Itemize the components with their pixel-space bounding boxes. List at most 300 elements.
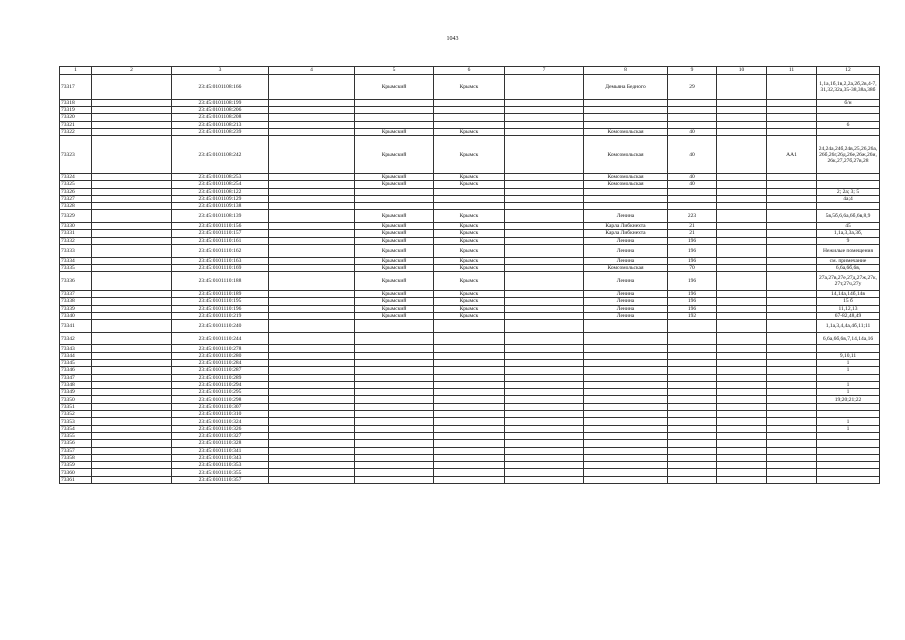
table-cell-col-2: [92, 257, 172, 264]
table-row: [60, 440, 880, 447]
table-cell-col-11: [767, 244, 817, 257]
table-cell-col-5: Крымский: [355, 244, 434, 257]
table-cell-col-11: [767, 312, 817, 319]
table-cell-col-3: 23:45:0101108:166: [172, 74, 269, 99]
column-header-9: 9: [668, 67, 717, 75]
table-cell-col-1: 73359: [60, 462, 92, 469]
table-cell-col-1: 73323: [60, 136, 92, 174]
table-cell-col-11: [767, 230, 817, 237]
table-cell-col-8: Карла Либкнехта: [584, 223, 668, 230]
table-cell-col-11: [767, 272, 817, 291]
table-cell-col-2: [92, 381, 172, 388]
table-cell-col-3: 23:45:0101109:129: [172, 195, 269, 202]
table-row: [60, 188, 880, 195]
table-row: [60, 264, 880, 271]
table-cell-col-7: [505, 469, 584, 476]
table-cell-col-7: [505, 352, 584, 359]
table-cell-col-7: [505, 447, 584, 454]
table-cell-col-7: [505, 396, 584, 403]
table-cell-col-4: [269, 476, 355, 483]
table-cell-col-1: 73347: [60, 374, 92, 381]
table-cell-col-9: [668, 418, 717, 425]
table-cell-col-3: 23:45:0101108:253: [172, 173, 269, 180]
table-cell-col-12: 1,1а,1б,1в,2,2а,2б,2в,4-7,31,32,32а,35-38,38а,38б: [817, 74, 880, 99]
table-row: [60, 106, 880, 113]
table-cell-col-4: [269, 195, 355, 202]
table-cell-col-4: [269, 298, 355, 305]
table-cell-col-2: [92, 476, 172, 483]
table-cell-col-10: [717, 462, 767, 469]
table-cell-col-1: 73332: [60, 237, 92, 244]
table-cell-col-7: [505, 99, 584, 106]
table-cell-col-5: [355, 440, 434, 447]
table-cell-col-10: [717, 291, 767, 298]
table-cell-col-3: 23:45:0101110:324: [172, 418, 269, 425]
table-cell-col-11: [767, 298, 817, 305]
table-cell-col-9: [668, 106, 717, 113]
table-cell-col-9: [668, 121, 717, 128]
table-cell-col-3: 23:45:0101108:206: [172, 106, 269, 113]
table-cell-col-10: [717, 418, 767, 425]
table-cell-col-5: Крымский: [355, 298, 434, 305]
table-cell-col-9: [668, 203, 717, 210]
table-cell-col-7: [505, 305, 584, 312]
table-cell-col-1: 73319: [60, 106, 92, 113]
table-cell-col-7: [505, 203, 584, 210]
table-cell-col-11: [767, 418, 817, 425]
table-row: [60, 432, 880, 439]
table-cell-col-4: [269, 425, 355, 432]
table-cell-col-12: [817, 203, 880, 210]
table-cell-col-2: [92, 367, 172, 374]
table-cell-col-7: [505, 291, 584, 298]
table-cell-col-9: [668, 359, 717, 366]
table-cell-col-7: [505, 332, 584, 345]
table-cell-col-2: [92, 411, 172, 418]
table-cell-col-8: [584, 99, 668, 106]
table-cell-col-2: [92, 403, 172, 410]
table-cell-col-4: [269, 374, 355, 381]
table-row: [60, 181, 880, 188]
table-cell-col-11: [767, 114, 817, 121]
table-cell-col-5: Крымский: [355, 272, 434, 291]
table-cell-col-12: [817, 181, 880, 188]
table-cell-col-6: Крымск: [434, 181, 505, 188]
table-cell-col-5: [355, 345, 434, 352]
table-cell-col-9: [668, 425, 717, 432]
table-cell-col-12: 15 б: [817, 298, 880, 305]
table-cell-col-7: [505, 454, 584, 461]
table-cell-col-9: [668, 389, 717, 396]
table-cell-col-3: 23:45:0101110:195: [172, 298, 269, 305]
table-cell-col-8: [584, 374, 668, 381]
table-cell-col-2: [92, 74, 172, 99]
table-cell-col-10: [717, 195, 767, 202]
table-cell-col-11: [767, 411, 817, 418]
table-cell-col-7: [505, 210, 584, 223]
table-cell-col-2: [92, 305, 172, 312]
table-cell-col-11: [767, 389, 817, 396]
table-cell-col-11: [767, 469, 817, 476]
table-cell-col-3: 23:45:0101110:295: [172, 389, 269, 396]
table-cell-col-2: [92, 320, 172, 333]
table-cell-col-9: [668, 188, 717, 195]
table-cell-col-4: [269, 418, 355, 425]
table-cell-col-10: [717, 389, 767, 396]
table-cell-col-9: 196: [668, 291, 717, 298]
table-cell-col-12: 6,6а,6б,6в,: [817, 264, 880, 271]
table-row: [60, 352, 880, 359]
table-cell-col-3: 23:45:0101110:157: [172, 230, 269, 237]
table-cell-col-6: [434, 454, 505, 461]
table-cell-col-4: [269, 264, 355, 271]
table-cell-col-3: 23:45:0101110:188: [172, 272, 269, 291]
table-cell-col-11: [767, 352, 817, 359]
table-cell-col-7: [505, 272, 584, 291]
table-cell-col-3: 23:45:0101108:239: [172, 128, 269, 135]
table-cell-col-11: [767, 381, 817, 388]
table-cell-col-6: [434, 121, 505, 128]
table-cell-col-8: Ленина: [584, 305, 668, 312]
table-cell-col-4: [269, 411, 355, 418]
table-cell-col-5: [355, 454, 434, 461]
table-cell-col-10: [717, 345, 767, 352]
table-cell-col-10: [717, 106, 767, 113]
table-cell-col-8: [584, 440, 668, 447]
table-cell-col-6: [434, 114, 505, 121]
table-cell-col-12: Нежилые помещения: [817, 244, 880, 257]
table-cell-col-12: [817, 411, 880, 418]
table-cell-col-5: [355, 425, 434, 432]
table-cell-col-2: [92, 128, 172, 135]
table-cell-col-5: [355, 403, 434, 410]
table-cell-col-2: [92, 396, 172, 403]
table-cell-col-1: 73343: [60, 345, 92, 352]
table-cell-col-7: [505, 476, 584, 483]
table-cell-col-8: Ленина: [584, 291, 668, 298]
table-cell-col-10: [717, 237, 767, 244]
table-row: [60, 291, 880, 298]
table-row: [60, 389, 880, 396]
table-cell-col-1: 73335: [60, 264, 92, 271]
table-cell-col-9: 196: [668, 237, 717, 244]
table-cell-col-9: [668, 99, 717, 106]
table-row: [60, 374, 880, 381]
table-cell-col-4: [269, 74, 355, 99]
table-cell-col-12: [817, 106, 880, 113]
table-cell-col-5: Крымский: [355, 230, 434, 237]
table-cell-col-5: [355, 203, 434, 210]
table-cell-col-1: 73351: [60, 403, 92, 410]
table-cell-col-4: [269, 345, 355, 352]
table-cell-col-6: Крымск: [434, 257, 505, 264]
table-row: [60, 136, 880, 174]
table-cell-col-7: [505, 320, 584, 333]
table-cell-col-7: [505, 121, 584, 128]
table-cell-col-11: [767, 396, 817, 403]
table-row: [60, 396, 880, 403]
table-cell-col-1: 73348: [60, 381, 92, 388]
table-cell-col-2: [92, 291, 172, 298]
table-cell-col-9: [668, 440, 717, 447]
table-cell-col-11: [767, 476, 817, 483]
table-cell-col-2: [92, 173, 172, 180]
table-cell-col-4: [269, 454, 355, 461]
table-cell-col-5: Крымский: [355, 305, 434, 312]
table-cell-col-5: Крымский: [355, 257, 434, 264]
table-cell-col-10: [717, 114, 767, 121]
table-cell-col-1: 73344: [60, 352, 92, 359]
table-cell-col-6: [434, 469, 505, 476]
table-cell-col-5: Крымский: [355, 74, 434, 99]
table-cell-col-12: 14,14а,14б,14в: [817, 291, 880, 298]
table-cell-col-5: [355, 121, 434, 128]
table-cell-col-3: 23:45:0101110:357: [172, 476, 269, 483]
table-row: [60, 367, 880, 374]
table-cell-col-3: 23:45:0101110:289: [172, 374, 269, 381]
table-cell-col-6: [434, 418, 505, 425]
table-cell-col-8: [584, 469, 668, 476]
table-cell-col-3: 23:45:0101110:163: [172, 257, 269, 264]
table-cell-col-2: [92, 469, 172, 476]
table-cell-col-10: [717, 352, 767, 359]
table-cell-col-3: 23:45:0101108:213: [172, 121, 269, 128]
table-cell-col-8: Демьяна Бедного: [584, 74, 668, 99]
table-cell-col-8: Ленина: [584, 312, 668, 319]
table-cell-col-10: [717, 359, 767, 366]
table-cell-col-9: 196: [668, 298, 717, 305]
table-cell-col-10: [717, 381, 767, 388]
column-header-5: 5: [355, 67, 434, 75]
table-cell-col-8: [584, 203, 668, 210]
table-cell-col-4: [269, 359, 355, 366]
table-cell-col-11: [767, 359, 817, 366]
table-cell-col-3: 23:45:0101108:254: [172, 181, 269, 188]
table-cell-col-8: [584, 454, 668, 461]
table-cell-col-10: [717, 136, 767, 174]
table-cell-col-12: [817, 462, 880, 469]
table-cell-col-2: [92, 432, 172, 439]
table-row: [60, 244, 880, 257]
table-cell-col-8: [584, 381, 668, 388]
table-cell-col-1: 73334: [60, 257, 92, 264]
table-cell-col-3: 23:45:0101110:310: [172, 411, 269, 418]
table-cell-col-5: [355, 352, 434, 359]
table-cell-col-6: [434, 476, 505, 483]
table-cell-col-2: [92, 230, 172, 237]
table-cell-col-5: Крымский: [355, 136, 434, 174]
table-cell-col-11: [767, 291, 817, 298]
table-cell-col-6: Крымск: [434, 210, 505, 223]
table-cell-col-2: [92, 136, 172, 174]
table-cell-col-1: 73349: [60, 389, 92, 396]
table-cell-col-10: [717, 425, 767, 432]
table-row: [60, 114, 880, 121]
table-cell-col-7: [505, 136, 584, 174]
table-cell-col-6: Крымск: [434, 298, 505, 305]
table-cell-col-4: [269, 237, 355, 244]
table-cell-col-3: 23:45:0101110:353: [172, 462, 269, 469]
table-cell-col-6: [434, 203, 505, 210]
table-cell-col-7: [505, 74, 584, 99]
table-cell-col-2: [92, 447, 172, 454]
table-cell-col-3: 23:45:0101110:278: [172, 345, 269, 352]
table-cell-col-4: [269, 332, 355, 345]
table-cell-col-5: Крымский: [355, 237, 434, 244]
table-cell-col-7: [505, 418, 584, 425]
table-cell-col-5: [355, 396, 434, 403]
table-cell-col-6: Крымск: [434, 264, 505, 271]
table-cell-col-4: [269, 462, 355, 469]
table-cell-col-6: Крымск: [434, 272, 505, 291]
table-cell-col-4: [269, 320, 355, 333]
table-cell-col-9: [668, 469, 717, 476]
table-cell-col-1: 73341: [60, 320, 92, 333]
table-cell-col-10: [717, 454, 767, 461]
table-cell-col-1: 73328: [60, 203, 92, 210]
table-cell-col-8: [584, 106, 668, 113]
table-cell-col-7: [505, 181, 584, 188]
table-row: [60, 74, 880, 99]
table-cell-col-10: [717, 99, 767, 106]
table-row: [60, 173, 880, 180]
table-cell-col-3: 23:45:0101110:343: [172, 454, 269, 461]
table-cell-col-10: [717, 181, 767, 188]
table-cell-col-10: [717, 244, 767, 257]
table-cell-col-8: Комсомольская: [584, 264, 668, 271]
table-cell-col-4: [269, 389, 355, 396]
table-cell-col-1: 73330: [60, 223, 92, 230]
table-cell-col-9: [668, 403, 717, 410]
table-cell-col-7: [505, 381, 584, 388]
table-cell-col-9: [668, 381, 717, 388]
table-cell-col-4: [269, 432, 355, 439]
table-cell-col-11: [767, 173, 817, 180]
table-cell-col-2: [92, 106, 172, 113]
table-cell-col-6: [434, 389, 505, 396]
table-cell-col-8: [584, 447, 668, 454]
table-cell-col-3: 23:45:0101108:199: [172, 99, 269, 106]
table-cell-col-9: 196: [668, 257, 717, 264]
table-cell-col-4: [269, 469, 355, 476]
table-cell-col-8: [584, 188, 668, 195]
table-cell-col-8: [584, 476, 668, 483]
table-cell-col-11: [767, 223, 817, 230]
table-cell-col-10: [717, 298, 767, 305]
table-cell-col-12: 9,10,11: [817, 352, 880, 359]
table-cell-col-10: [717, 312, 767, 319]
table-cell-col-9: [668, 320, 717, 333]
page-number: 1043: [446, 36, 459, 42]
table-cell-col-11: [767, 121, 817, 128]
table-cell-col-10: [717, 447, 767, 454]
table-cell-col-5: Крымский: [355, 264, 434, 271]
table-cell-col-8: [584, 345, 668, 352]
table-row: [60, 381, 880, 388]
table-cell-col-11: [767, 74, 817, 99]
table-cell-col-8: Комсомольская: [584, 128, 668, 135]
table-cell-col-3: 23:45:0101110:328: [172, 440, 269, 447]
table-cell-col-5: [355, 469, 434, 476]
table-cell-col-2: [92, 298, 172, 305]
table-cell-col-6: [434, 352, 505, 359]
table-cell-col-1: 73321: [60, 121, 92, 128]
table-cell-col-11: [767, 320, 817, 333]
table-cell-col-12: 2; 2а; 3; 5: [817, 188, 880, 195]
table-row: [60, 272, 880, 291]
table-cell-col-7: [505, 106, 584, 113]
table-cell-col-5: [355, 447, 434, 454]
table-row: [60, 312, 880, 319]
table-cell-col-6: [434, 195, 505, 202]
table-cell-col-7: [505, 188, 584, 195]
table-cell-col-6: [434, 367, 505, 374]
table-cell-col-2: [92, 99, 172, 106]
table-cell-col-12: 11,12,13: [817, 305, 880, 312]
table-cell-col-8: [584, 114, 668, 121]
table-cell-col-7: [505, 425, 584, 432]
table-cell-col-12: 1: [817, 389, 880, 396]
table-cell-col-4: [269, 447, 355, 454]
table-cell-col-8: Ленина: [584, 257, 668, 264]
table-cell-col-10: [717, 210, 767, 223]
column-header-6: 6: [434, 67, 505, 75]
column-header-1: 1: [60, 67, 92, 75]
table-cell-col-2: [92, 195, 172, 202]
table-cell-col-6: [434, 99, 505, 106]
table-cell-col-8: Ленина: [584, 244, 668, 257]
table-cell-col-5: [355, 195, 434, 202]
table-cell-col-12: [817, 469, 880, 476]
table-cell-col-11: [767, 447, 817, 454]
table-cell-col-12: 1,1а,3,3а,3б,: [817, 230, 880, 237]
table-cell-col-2: [92, 188, 172, 195]
table-cell-col-12: 1,1а,3,4,4а,4б,11;11: [817, 320, 880, 333]
table-cell-col-3: 23:45:0101110:280: [172, 352, 269, 359]
table-cell-col-2: [92, 389, 172, 396]
table-cell-col-1: 73354: [60, 425, 92, 432]
table-cell-col-12: [817, 432, 880, 439]
table-cell-col-5: Крымский: [355, 210, 434, 223]
table-cell-col-1: 73353: [60, 418, 92, 425]
table-cell-col-3: 23:45:0101110:240: [172, 320, 269, 333]
table-cell-col-1: 73358: [60, 454, 92, 461]
table-cell-col-9: 40: [668, 181, 717, 188]
table-cell-col-2: [92, 345, 172, 352]
table-cell-col-2: [92, 454, 172, 461]
column-header-10: 10: [717, 67, 767, 75]
table-cell-col-3: 23:45:0101110:355: [172, 469, 269, 476]
table-cell-col-11: [767, 403, 817, 410]
table-cell-col-9: 192: [668, 312, 717, 319]
table-cell-col-11: [767, 374, 817, 381]
table-cell-col-2: [92, 359, 172, 366]
table-row: [60, 332, 880, 345]
table-cell-col-3: 23:45:0101110:326: [172, 425, 269, 432]
table-cell-col-11: [767, 210, 817, 223]
table-cell-col-10: [717, 411, 767, 418]
table-row: [60, 195, 880, 202]
table-cell-col-7: [505, 367, 584, 374]
table-cell-col-9: 40: [668, 136, 717, 174]
table-cell-col-9: 40: [668, 128, 717, 135]
table-cell-col-11: [767, 128, 817, 135]
table-cell-col-12: 45: [817, 223, 880, 230]
table-cell-col-11: [767, 425, 817, 432]
table-cell-col-9: [668, 447, 717, 454]
table-cell-col-3: 23:45:0101110:287: [172, 367, 269, 374]
table-cell-col-11: [767, 257, 817, 264]
